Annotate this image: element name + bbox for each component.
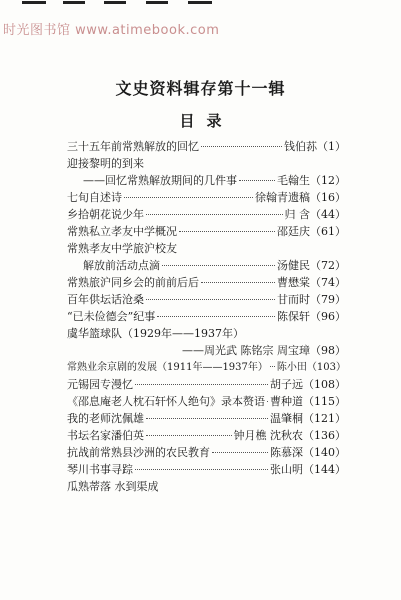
entry-title: 迎接黎明的到来: [67, 157, 144, 170]
entry-author: 甘而时: [277, 293, 310, 306]
entry-page: （96）: [310, 310, 346, 323]
dot-leader: [146, 299, 275, 300]
entry-page: （103）: [306, 362, 346, 373]
toc-entry-heading: [67, 155, 346, 172]
entry-title: 常熟孝友中学旅沪校友: [67, 242, 177, 255]
dot-leader: [267, 401, 268, 402]
entry-author: 汤健民: [277, 259, 310, 272]
entry-author: 陈慕深: [270, 446, 303, 459]
toc-entry: [67, 427, 346, 444]
entry-title: “已未俭德会”纪事: [67, 310, 156, 323]
entry-page: （44）: [310, 208, 346, 221]
entry-title: 常熟旅沪同乡会的前前后后: [67, 276, 199, 289]
entry-page: （98）: [310, 344, 346, 357]
top-rule: [0, 0, 401, 6]
entry-author: 毛翰生: [277, 174, 310, 187]
entry-title: 百年供坛话沧桑: [67, 293, 144, 306]
toc-entry: [67, 308, 346, 325]
entry-page: （74）: [310, 276, 346, 289]
entry-title: 元锡园专漫忆: [67, 378, 133, 391]
entry-page: （72）: [310, 259, 346, 272]
entry-page: （108）: [303, 378, 346, 391]
toc-entry-byline: [67, 342, 346, 359]
entry-title: 三十五年前常熟解放的回忆: [67, 140, 199, 153]
toc-entry: [67, 257, 346, 274]
toc-entry: [67, 291, 346, 308]
entry-page: （121）: [303, 412, 346, 425]
entry-page: （140）: [303, 446, 346, 459]
entry-page: （115）: [303, 395, 346, 408]
toc-entry: [67, 274, 346, 291]
entry-author: 张山明: [270, 463, 303, 476]
entry-title: 常熟业余京剧的发展（1911年——1937年）: [67, 362, 268, 373]
toc-entry: [67, 189, 346, 206]
entry-title: 《邵息庵老人枕石轩怀人绝句》录本赘语: [67, 395, 265, 408]
entry-title: 虞华篮球队（1929年——1937年）: [67, 327, 244, 340]
dot-leader: [146, 435, 232, 436]
dot-leader: [135, 469, 268, 470]
entry-title: 我的老师沈佩雄: [67, 412, 144, 425]
entry-author: 钱伯荪: [284, 140, 317, 153]
dot-leader: [179, 231, 275, 232]
watermark: 时光图书馆 www.atimebook.com: [3, 23, 220, 38]
entry-page: （12）: [310, 174, 346, 187]
entry-page: （144）: [303, 463, 346, 476]
dot-leader: [239, 180, 275, 181]
dot-leader: [270, 366, 275, 367]
entry-page: （136）: [303, 429, 346, 442]
toc-entry: [67, 359, 346, 376]
entry-authors: ——周光武 陈铭宗 周宝璋: [182, 344, 310, 357]
dot-leader: [146, 214, 283, 215]
entry-author: 胡子远: [270, 378, 303, 391]
dot-leader: [201, 146, 282, 147]
entry-author: 陈小田: [276, 362, 307, 373]
book-title: 文史资料辑存第十一辑: [115, 79, 286, 98]
entry-author: 徐翰青遗稿: [255, 191, 310, 204]
dot-leader: [146, 418, 268, 419]
entry-title: 常熟私立孝友中学概况: [67, 225, 177, 238]
entry-page: （16）: [310, 191, 346, 204]
toc-entry-heading: [67, 240, 346, 257]
dot-leader: [212, 452, 268, 453]
dot-leader: [124, 197, 253, 198]
dot-leader: [201, 282, 275, 283]
toc-entry: [67, 444, 346, 461]
entry-author: 邵廷庆: [277, 225, 310, 238]
dot-leader: [157, 316, 275, 317]
entry-title: 瓜熟蒂落 水到渠成: [67, 480, 159, 493]
entry-page: （61）: [310, 225, 346, 238]
entry-title: 书坛名家潘伯英: [67, 429, 144, 442]
toc-entry-heading: [67, 325, 346, 342]
dot-leader: [162, 265, 275, 266]
entry-author: 温肇桐: [270, 412, 303, 425]
toc-entry: [67, 376, 346, 393]
toc-entry: [67, 410, 346, 427]
toc-entry: [67, 393, 346, 410]
entry-page: （79）: [310, 293, 346, 306]
toc-entry: [67, 461, 346, 478]
entry-subtitle: ——回忆常熟解放期间的几件事: [83, 174, 237, 187]
entry-title: 琴川书事寻踪: [67, 463, 133, 476]
toc-heading: 目录: [179, 112, 234, 130]
entry-author: 陈保轩: [277, 310, 310, 323]
dot-leader: [135, 384, 268, 385]
entry-author: 钟月樵 沈秋农: [233, 429, 303, 442]
entry-author: 曹懋棠: [277, 276, 310, 289]
toc-entry: [67, 206, 346, 223]
toc-entry-heading: [67, 478, 346, 495]
entry-author: 曹种道: [270, 395, 303, 408]
toc-entry: [67, 138, 346, 155]
entry-subtitle: 解放前活动点滴: [83, 259, 160, 272]
toc-entry: [67, 223, 346, 240]
entry-title: 抗战前常熟县沙洲的农民教育: [67, 446, 210, 459]
entry-title: 乡拾朝花说少年: [67, 208, 144, 221]
entry-title: 七旬自述诗: [67, 191, 122, 204]
entry-page: （1）: [317, 140, 346, 153]
entry-author: 归 含: [284, 208, 310, 221]
toc-entry: [67, 172, 346, 189]
